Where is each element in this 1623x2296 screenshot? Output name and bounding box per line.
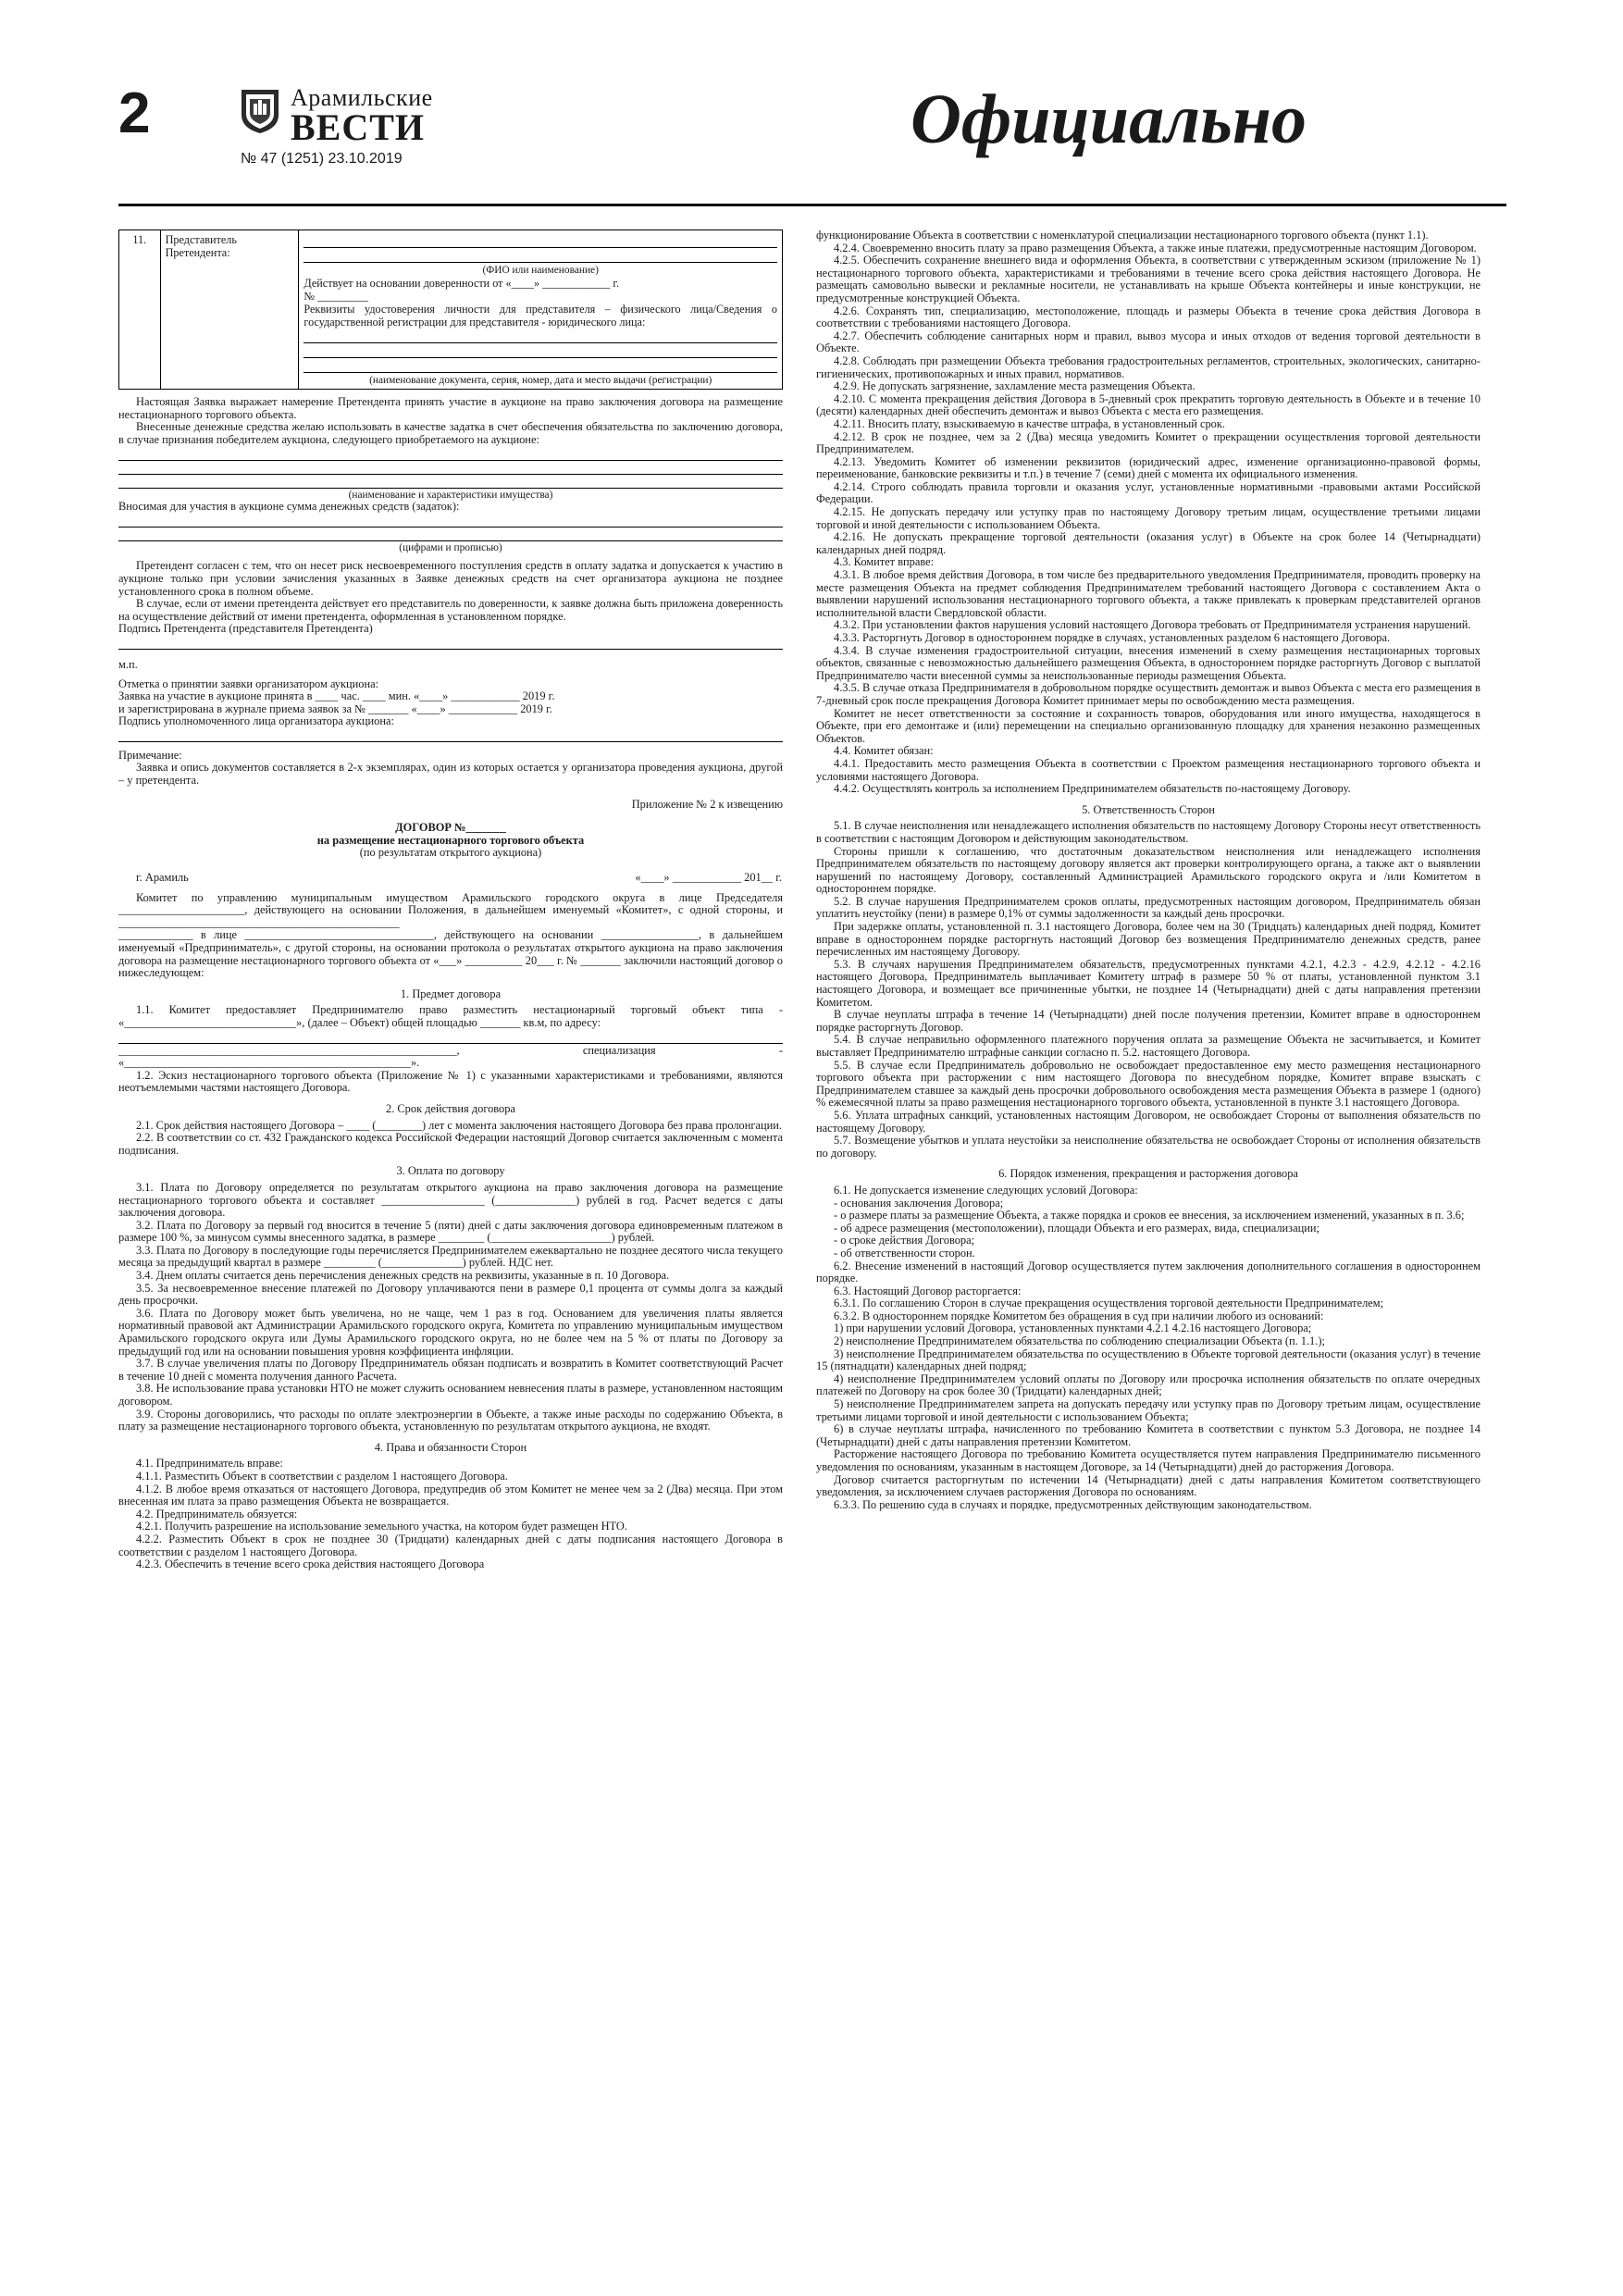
clause-6-3-2-4: 4) неисполнение Предпринимателем условий оплаты по Договору или просрочка исполнения обязательств по оплате очередных платежей по Договору на срок более 30 (Тридцати) календарных дней; (816, 1371, 1481, 1398)
contract-subtitle-2: (по результатам открытого аукциона) (359, 846, 542, 860)
header-divider (118, 204, 1506, 206)
clause-3-7: 3.7. В случае увеличения платы по Договору Предприниматель обязан подписать и возвратить в Комитет соответствующий Расчет в течение 10 дней с момента получения данного Расчета. (118, 1357, 783, 1383)
clause-6-1: 6.1. Не допускается изменение следующих условий Договора: (834, 1183, 1138, 1197)
clause-5-6: 5.6. Уплата штрафных санкций, установленных настоящим Договором, не освобождает Стороны от выполнения обязательств по настоящему Договору. (816, 1108, 1481, 1135)
signature-label: Подпись Претендента (представителя Претендента) (118, 622, 373, 636)
attorney-paragraph: В случае, если от имени претендента действует его представитель по доверенности, к заявке должна быть приложена доверенность на осуществление действий от имени претендента, оформленная в установленном порядке. (118, 597, 783, 623)
clause-6-1-d: - о сроке действия Договора; (834, 1234, 975, 1247)
fill-line[interactable] (118, 1031, 783, 1044)
caption-property: (наименование и характеристики имущества) (348, 489, 553, 501)
clause-2-1: 2.1. Срок действия настоящего Договора – ____ (________) лет с момента заключения настоящего Договора без права пролонгации. (136, 1118, 782, 1132)
clause-3-4: 3.4. Днем оплаты считается день перечисления денежных средств на реквизиты, указанные в п. 10 Договора. (136, 1269, 670, 1283)
clause-3-8: 3.8. Не использование права установки НТО не может служить основанием невнесения платы в размере, установленном настоящим договором. (118, 1382, 783, 1408)
clause-1-1b: ___________________________________________________________, специализация - «__________________________________________________». (118, 1043, 783, 1070)
preamble-2: _____________ в лице _________________________________, действующего на основании _________________, в дальнейшем именуемый «Предприниматель», с другой стороны, на основании протокола о результатах открытого аукциона на право заключения договора на размещение нестационарного торгового объекта от «___» __________ 20___ г. № _______ заключили настоящий договор о нижеследующем: (118, 928, 783, 980)
clause-5-7: 5.7. Возмещение убытков и уплата неустойки за неисполнение обязательства не освобождает Стороны от исполнения обязательств по договору. (816, 1134, 1481, 1160)
identity-requisites-text: Реквизиты удостоверения личности для представителя – физического лица/Сведения о государственной регистрации для представителя - юридического лица: (304, 302, 777, 329)
table-row (119, 230, 783, 390)
liability-note: Комитет не несет ответственности за состояние и сохранность товаров, оборудования или иного имущества, находящегося в Объекте, при его демонтаже и (или) перемещении на специально организованную площадку для хранения незаконно размещенных Объектов. (816, 706, 1481, 745)
contract-subtitle: на размещение нестационарного торгового объекта (316, 833, 585, 847)
clause-4-2-15: 4.2.15. Не допускать передачу или уступку прав по настоящему Договору третьим лицам, осуществление третьими лицами торговой и иной деятельности с использованием Объекта. (816, 505, 1481, 531)
issue-line: № 47 (1251) 23.10.2019 (241, 150, 403, 167)
clause-6-1-e: - об ответственности сторон. (834, 1246, 975, 1260)
clause-6-3-3: 6.3.3. По решению суда в случаях и порядке, предусмотренных действующим законодательством. (834, 1497, 1312, 1511)
clause-4-3: 4.3. Комитет вправе: (834, 555, 935, 569)
clause-6-1-a: - основания заключения Договора; (834, 1196, 1004, 1210)
clause-4-3-4: 4.3.4. В случае изменения градостроительной ситуации, внесения изменений в схему размещения нестационарных торговых объектов, связанные с невозможностью дальнейшего размещения Объекта, в одностороннем порядке расторгнуть Договор с выплатой Предпринимателю части внесенной суммы за неиспользованные периоды размещения Объекта. (816, 643, 1481, 682)
termination-effective: Договор считается расторгнутым по истечении 14 (Четырнадцати) дней с даты направления Комитетом соответствующего уведомления, за исключением случаев расторжения Договора по основаниям. (816, 1472, 1481, 1499)
clause-6-2: 6.2. Внесение изменений в настоящий Договор осуществляется путем заключения дополнительного соглашения в одностороннем порядке. (816, 1259, 1481, 1285)
deposit-paragraph: Внесенные денежные средства желаю использовать в качестве задатка в счет обеспечения обязательства по заключению договора, в случае признания победителем аукциона, следующего приобретаемого на аукционе: (118, 420, 783, 446)
organizer-signature-label: Подпись уполномоченного лица организатора аукциона: (118, 714, 394, 728)
section-4-title: 4. Права и обязанности Сторон (374, 1440, 527, 1454)
clause-5-1: 5.1. В случае неисполнения или ненадлежащего исполнения обязательств по настоящему Договору Стороны несут ответственность в соответствии с настоящим Договором и действующим законодательством. (816, 819, 1481, 845)
clause-3-6: 3.6. Плата по Договору может быть увеличена, но не чаще, чем 1 раз в год. Основанием для увеличения платы является нормативный правовой акт Администрации Арамильского городского округа, Комитета по управлению муниципальным имуществом Арамильского городского округа или Думы Арамильского городского округа, но не более чем на 5 % от платы по Договору за предыдущий год или на основании повышения уровня коэффициента инфляции. (118, 1306, 783, 1358)
signature-line[interactable] (118, 637, 783, 650)
appendix-label: Приложение № 2 к извещению (631, 797, 783, 811)
left-column (118, 230, 783, 1571)
section-1-title: 1. Предмет договора (400, 987, 502, 1000)
section-2-title: 2. Срок действия договора (386, 1101, 515, 1115)
clause-4-4: 4.4. Комитет обязан: (834, 744, 934, 758)
section-5-title: 5. Ответственность Сторон (1082, 802, 1215, 816)
clause-1-2: 1.2. Эскиз нестационарного торгового объекта (Приложение № 1) с указанными характеристиками и требованиями, являются неотъемлемыми частями настоящего Договора. (118, 1068, 783, 1095)
newspaper-logo (239, 84, 544, 168)
clause-4-4-2: 4.4.2. Осуществлять контроль за исполнением Предпринимателем обязательств по-настоящему Договору. (834, 782, 1351, 796)
signature-line[interactable] (118, 729, 783, 742)
stamp-label: м.п. (118, 657, 138, 671)
fill-line[interactable] (118, 476, 783, 489)
note-title: Примечание: (118, 748, 182, 762)
clause-3-5: 3.5. За несвоевременное внесение платежей по Договору уплачиваются пени в размере 0,1 процента от суммы долга за каждый день просрочки. (118, 1281, 783, 1308)
clause-4-2-16: 4.2.16. Не допускать прекращение торговой деятельности (оказания услуг) в Объекте на срок более 14 (Четырнадцати) календарных дней подряд. (816, 530, 1481, 556)
clause-6-3-2-1: 1) при нарушении условий Договора, установленных пунктами 4.2.1 4.2.16 настоящего Договора; (834, 1322, 1312, 1335)
clause-4-1-1: 4.1.1. Разместить Объект в соответствии с разделом 1 настоящего Договора. (136, 1469, 508, 1483)
row-value-cell (299, 230, 783, 390)
clause-3-9: 3.9. Стороны договорились, что расходы по оплате электроэнергии в Объекте, а также иные расходы по содержанию Объекта, в плату за размещение нестационарного торгового объекта, установленную по результатам открытого аукциона, не входят. (118, 1407, 783, 1433)
clause-4-2-13: 4.2.13. Уведомить Комитет об изменении реквизитов (юридический адрес, изменение организационно-правовой формы, переименование, банковские реквизиты и т.п.) в течение 7 (семи) дней с момента их официального изменения. (816, 454, 1481, 481)
row-number: 11. (119, 230, 161, 390)
clause-5-1-note: Стороны пришли к соглашению, что достаточным доказательством неисполнения или ненадлежащего исполнения Предпринимателем обязательств по настоящему договору является акт проверки контролирующего органа, а также акт о выявлении нарушений по настоящему Договору, составленный Администрацией Арамильского городского округа и /или Комитетом в одностороннем порядке. (816, 844, 1481, 896)
right-column (816, 230, 1481, 1511)
clause-4-2-8: 4.2.8. Соблюдать при размещении Объекта требования градостроительных регламентов, строительных, экологических, санитарно-гигиенических, противопожарных и иных правил, нормативов. (816, 354, 1481, 380)
clause-4-2-10: 4.2.10. С момента прекращения действия Договора в 5-дневный срок прекратить торговую деятельность в Объекте и в течение 10 (десяти) календарных дней обеспечить демонтаж и вывоз Объекта с места его размещения. (816, 391, 1481, 418)
clause-4-3-1: 4.3.1. В любое время действия Договора, в том числе без предварительного уведомления Предпринимателя, проводить проверку на месте размещения Объекта на предмет соблюдения Предпринимателем требований настоящего Договора с составлением Акта о выявлении нарушений использования нестационарного торгового объекта, а также привлекать к проверкам представителей органов исполнительной власти Свердловской области. (816, 568, 1481, 619)
risk-paragraph: Претендент согласен с тем, что он несет риск несвоевременного поступления средств в оплату задатка и допускается к участию в аукционе только при условии зачисления указанных в Заявке денежных средств на счет организатора аукциона не позднее установленного срока в полном объеме. (118, 559, 783, 598)
page-number: 2 (118, 81, 149, 145)
clause-4-2-9: 4.2.9. Не допускать загрязнение, захламление места размещения Объекта. (834, 379, 1196, 393)
coat-of-arms-icon (239, 87, 281, 135)
fill-line[interactable] (118, 448, 783, 461)
caption-fio: (ФИО или наименование) (482, 265, 599, 276)
caption-document: (наименование документа, серия, номер, дата и место выдачи (регистрации) (369, 374, 712, 386)
row-label: Представитель Претендента: (160, 230, 299, 390)
contract-title: ДОГОВОР №_______ (395, 821, 506, 835)
clause-4-2-2: 4.2.2. Разместить Объект в срок не позднее 30 (Тридцати) календарных дней с даты подписания настоящего Договора в соответствии с разделом 1 настоящего Договора. (118, 1532, 783, 1558)
clause-5-2-note: При задержке оплаты, установленной п. 3.1 настоящего Договора, более чем на 30 (Тридцать) календарных дней подряд, Комитет вправе в одностороннем порядке расторгнуть настоящий Договор без возмещения Предпринимателю денежных средств, ранее перечисленных им настоящему Договору. (816, 920, 1481, 959)
note-body: Заявка и опись документов составляется в 2-х экземплярах, один из которых остается у организатора проведения аукциона, другой – у претендента. (118, 761, 783, 788)
clause-continuation: функционирование Объекта в соответствии с номенклатурой специализации нестационарного торгового объекта (пункт 1.1). (816, 229, 1429, 242)
fill-line[interactable] (304, 345, 777, 358)
power-of-attorney-number: № _________ (304, 289, 368, 303)
clause-5-5: 5.5. В случае если Предприниматель добровольно не освобождает предоставленное ему место размещения нестационарного торгового объекта при расторжении с ним настоящего Договора по внесудебном порядке, Комитет вправе взыскать с Предпринимателем ставшее за каждый день просрочки добровольного освобождения места размещения Объекта в размере 1 (одного) % ежемесячной платы за право размещения нестационарного торгового объекта, установленной в пункте 3.1 настоящего Договора. (816, 1058, 1481, 1110)
fill-line[interactable] (118, 528, 783, 541)
table-row (118, 871, 783, 886)
deposit-sum-label: Вносимая для участия в аукционе сумма денежных средств (задаток): (118, 500, 460, 514)
fill-line[interactable] (304, 250, 777, 263)
clause-4-1: 4.1. Предприниматель вправе: (136, 1457, 283, 1471)
fill-line[interactable] (118, 515, 783, 527)
clause-4-1-2: 4.1.2. В любое время отказаться от настоящего Договора, предупредив об этом Комитет не менее чем за 2 (Два) месяца. При этом внесенная им плата за право размещения Объекта не возвращается. (118, 1482, 783, 1508)
acceptance-time-line: Заявка на участие в аукционе принята в ____ час. ____ мин. «____» ____________ 2019 г. (118, 689, 555, 703)
clause-4-2: 4.2. Предприниматель обязуется: (136, 1507, 298, 1520)
clause-6-3-2-2: 2) неисполнение Предпринимателем обязательства по соблюдению специализации Объекта (п. 1.1.); (834, 1334, 1325, 1348)
contract-date: «____» ____________ 201__ г. (635, 871, 782, 885)
fill-line[interactable] (304, 235, 777, 248)
clause-6-3-2-6: 6) в случае неуплаты штрафа, начисленного по требованию Комитета в соответствии с пунктом 5.3 Договора, не позднее 14 (Четырнадцати) дней с даты направления претензии Комитетом. (816, 1422, 1481, 1448)
clause-4-2-6: 4.2.6. Сохранять тип, специализацию, местоположение, площадь и размеры Объекта в течение срока действия Договора в соответствии с требованиями настоящего Договора. (816, 304, 1481, 330)
clause-4-3-2: 4.3.2. При установлении фактов нарушения условий настоящего Договора требовать от Предпринимателя устранения нарушений. (834, 618, 1471, 632)
clause-1-1: 1.1. Комитет предоставляет Предпринимателю право разместить нестационарный торговый объект типа - «______________________________», (далее – Объект) общей площадью _______ кв.м, по адресу: (118, 1003, 783, 1029)
clause-4-4-1: 4.4.1. Предоставить место размещения Объекта в соответствии с Проектом размещения нестационарного торгового объекта и условиями настоящего Договора. (816, 756, 1481, 783)
clause-4-3-5: 4.3.5. В случае отказа Предпринимателя в добровольном порядке осуществить демонтаж и вывоз Объекта с места его размещения в 7-дневный срок после прекращения Договора Комитет принимает меры по освобождению места размещения. (816, 681, 1481, 707)
clause-4-2-4: 4.2.4. Своевременно вносить плату за право размещения Объекта, а также иные платежи, предусмотренные настоящим Договором. (834, 241, 1477, 254)
clause-5-2: 5.2. В случае нарушения Предпринимателем сроков оплаты, предусмотренных настоящим договором, Предприниматель обязан уплатить неустойку (пени) в размере 0,1% от суммы задолженности за каждый день просрочки. (816, 894, 1481, 921)
power-of-attorney-line: Действует на основании доверенности от «____» ____________ г. (304, 276, 619, 290)
clause-6-3-2: 6.3.2. В одностороннем порядке Комитетом без обращения в суд при наличии любого из оснований: (834, 1309, 1324, 1322)
clause-2-2: 2.2. В соответствии со ст. 432 Гражданского кодекса Российской Федерации настоящий Договор считается заключенным с момента подписания. (118, 1131, 783, 1157)
clause-4-2-3: 4.2.3. Обеспечить в течение всего срока действия настоящего Договора (136, 1558, 485, 1571)
clause-4-2-7: 4.2.7. Обеспечить соблюдение санитарных норм и правил, вывоз мусора и иных отходов от ведения торговой деятельности в Объекте. (816, 329, 1481, 355)
clause-4-2-5: 4.2.5. Обеспечить сохранение внешнего вида и оформления Объекта, в соответствии с утвержденным эскизом (приложение № 1) нестационарного торгового объекта, характеристиками и требованиями в течение всего срока действия настоящего Договора. Не размещать самовольно вывески и рекламные носители, не устанавливать на крыше Объекта контейнеры и иные конструкции, не предусмотренные конструкцией Объекта. (816, 254, 1481, 304)
clause-4-2-1: 4.2.1. Получить разрешение на использование земельного участка, на котором будет размещен НТО. (136, 1520, 627, 1533)
intent-paragraph: Настоящая Заявка выражает намерение Претендента принять участие в аукционе на право заключения договора на размещение нестационарного торгового объекта. (118, 395, 783, 421)
logo-line-1: Арамильские (291, 84, 433, 111)
section-title: Официально (910, 81, 1307, 158)
preamble-1: Комитет по управлению муниципальным имуществом Арамильского городского округа в лице Председателя ______________________, действующего на основании Положения, в дальнейшем именуемый «Комитет», с одной стороны, и _________________________________________________ (118, 890, 783, 929)
clause-6-3-1: 6.3.1. По соглашению Сторон в случае прекращения осуществления торговой деятельности Предпринимателем; (834, 1297, 1384, 1310)
clause-4-2-12: 4.2.12. В срок не позднее, чем за 2 (Два) месяца уведомить Комитет о прекращении осуществления торговой деятельности Предпринимателем. (816, 429, 1481, 456)
contract-place-date-row (118, 871, 783, 886)
clause-6-3: 6.3. Настоящий Договор расторгается: (834, 1284, 1022, 1297)
clause-4-2-11: 4.2.11. Вносить плату, взыскиваемую в качестве штрафа, в установленный срок. (834, 416, 1225, 430)
section-6-title: 6. Порядок изменения, прекращения и расторжения договора (998, 1167, 1298, 1181)
clause-5-3: 5.3. В случаях нарушения Предпринимателем обязательств, предусмотренных пунктами 4.2.1, 4.2.3 - 4.2.9, 4.2.12 - 4.2.16 настоящего Договора, Предприниматель выплачивает Комитету штраф в размере 50 % от платы, установленной пунктом 3.1 настоящего Договора, и возмещает все причиненные убытки, не позднее 14 (Четырнадцати) дней с даты направления претензии Комитетом. (816, 957, 1481, 1009)
clause-6-1-c: - об адресе размещения (местоположении), площади Объекта и его размерах, вида, специализации; (834, 1221, 1319, 1235)
clause-4-2-14: 4.2.14. Строго соблюдать правила торговли и оказания услуг, установленные нормативными -правовыми актами Российской Федерации. (816, 479, 1481, 506)
clause-6-3-2-5: 5) неисполнение Предпринимателем запрета на допускать передачу или уступку прав по Договору третьим лицам, осуществление третьими лицами торговой и иной деятельности с использованием Объекта; (816, 1397, 1481, 1423)
clause-3-3: 3.3. Плата по Договору в последующие годы перечисляется Предпринимателем ежеквартально не позднее десятого числа текущего месяца за предыдущий квартал в размере _________ (______________) рублей. НДС нет. (118, 1243, 783, 1270)
masthead (118, 81, 1506, 187)
logo-line-2: ВЕСТИ (291, 105, 426, 148)
clause-3-2: 3.2. Плата по Договору за первый год вносится в течение 5 (пяти) дней с даты заключения договора единовременным платежом в размере 100 %, за минусом суммы внесенного задатка, в размере ________ (_____________________) рублей. (118, 1218, 783, 1245)
applicant-representative-table (118, 230, 783, 390)
caption-sum: (цифрами и прописью) (399, 541, 502, 553)
termination-procedure: Расторжение настоящего Договора по требованию Комитета осуществляется путем направления Предпринимателю письменного уведомления по основаниям, указанным в настоящем Договоре, за 14 (Четырнадцати) дней до расторжения Договора. (816, 1447, 1481, 1473)
clause-3-1: 3.1. Плата по Договору определяется по результатам открытого аукциона на право заключения договора на размещение нестационарного торгового объекта и составляет __________________ (______________) рублей в год. Расчет ведется с даты заключения договора. (118, 1180, 783, 1220)
clause-5-3-note: В случае неуплаты штрафа в течение 14 (Четырнадцати) дней после получения претензии, Комитет вправе в одностороннем порядке расторгнуть Договор. (816, 1008, 1481, 1034)
acceptance-note-label: Отметка о принятии заявки организатором аукциона: (118, 676, 379, 690)
section-3-title: 3. Оплата по договору (396, 1164, 505, 1178)
clause-6-3-2-3: 3) неисполнение Предпринимателем обязательства по осуществлению в Объекте торговой деятельности (оказания услуг) в течение 15 (пятнадцати) календарных дней подряд; (816, 1347, 1481, 1373)
acceptance-register-line: и зарегистрирована в журнале приема заявок за № _______ «____» ____________ 2019 г. (118, 701, 552, 715)
logo-text (291, 84, 433, 148)
fill-line[interactable] (118, 462, 783, 475)
fill-line[interactable] (304, 360, 777, 373)
clause-4-3-3: 4.3.3. Расторгнуть Договор в одностороннем порядке в случаях, установленных разделом 6 настоящего Договора. (834, 631, 1391, 644)
clause-5-4: 5.4. В случае неправильно оформленного платежного поручения оплата за размещение Объекта не засчитывается, и Комитет выставляет Предпринимателю штрафные санкции согласно п. 5.2. настоящего Договора. (816, 1033, 1481, 1059)
contract-city: г. Арамиль (136, 871, 189, 885)
fill-line[interactable] (304, 330, 777, 343)
clause-6-1-b: - о размере платы за размещение Объекта, а также порядка и сроков ее внесения, за исключением изменений, указанных в п. 3.6; (834, 1209, 1465, 1222)
